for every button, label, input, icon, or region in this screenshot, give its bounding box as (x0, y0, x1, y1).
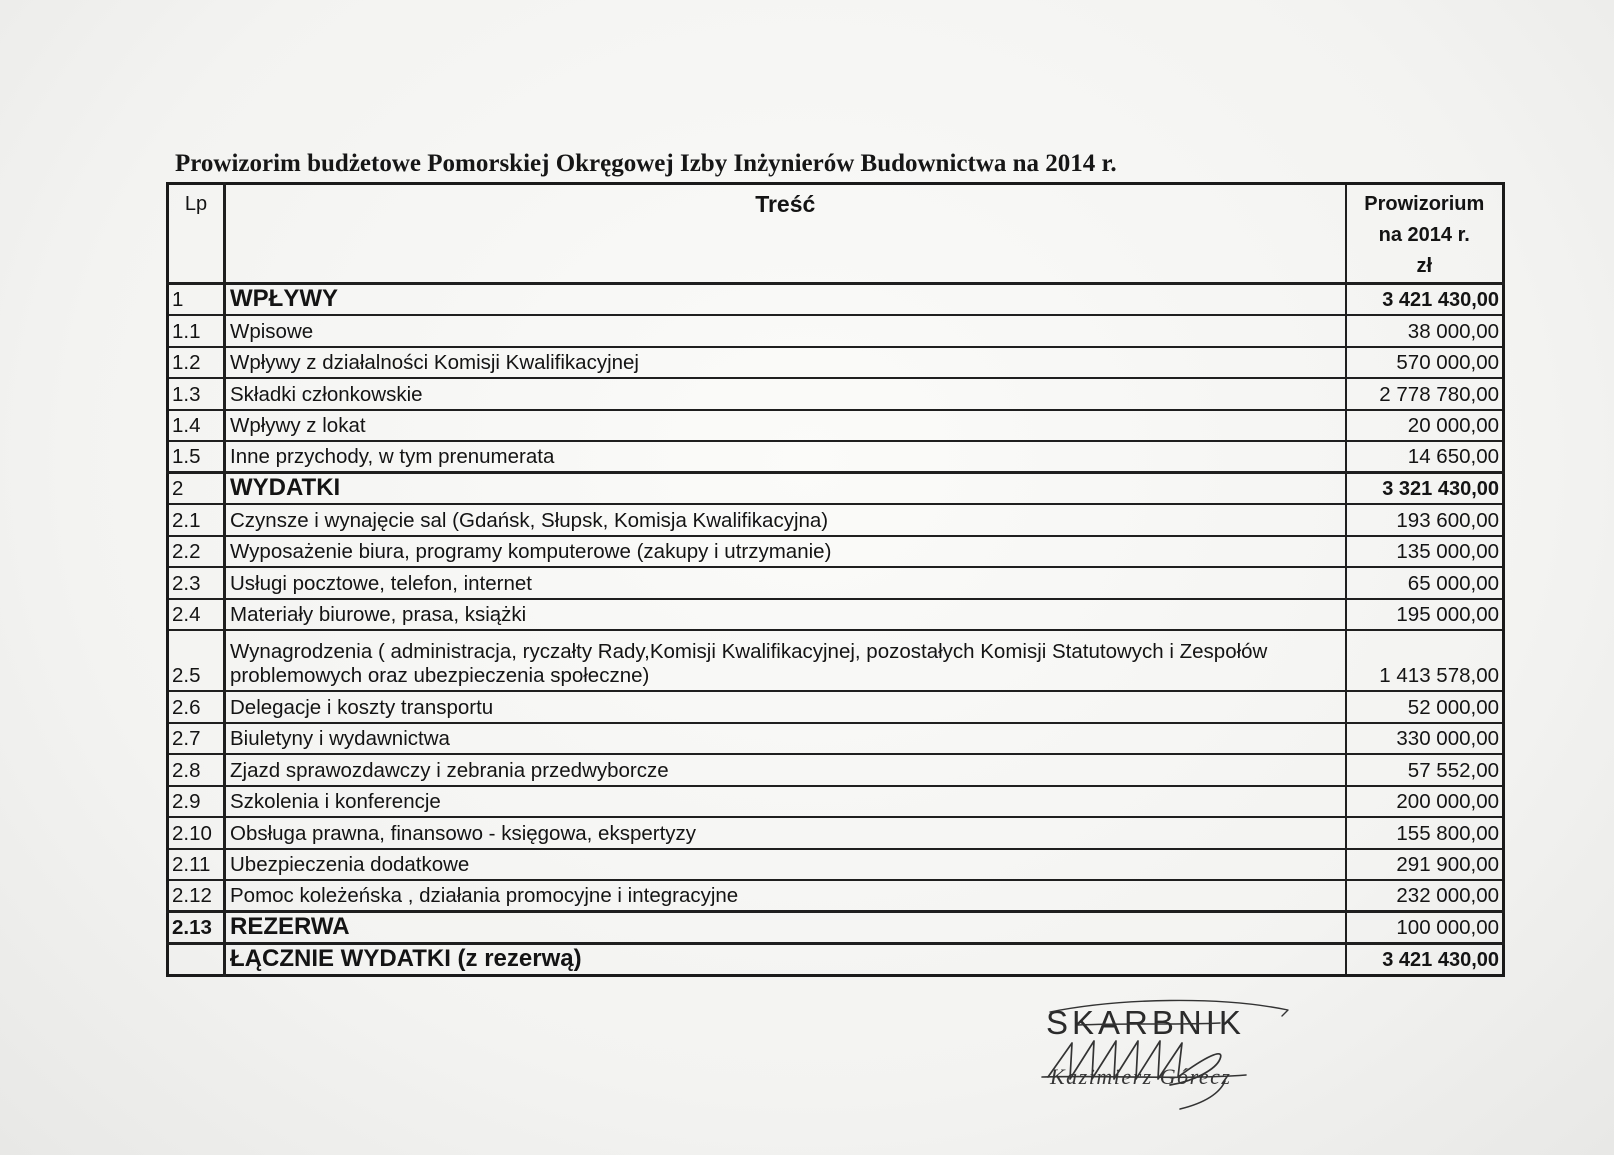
header-amount-line: na 2014 r. (1378, 224, 1470, 246)
row-label: Ubezpieczenia dodatkowe (225, 849, 1346, 881)
row-label: Biuletyny i wydawnictwa (225, 723, 1346, 755)
row-label: Szkolenia i konferencje (225, 786, 1346, 818)
signature-stroke (1180, 1081, 1225, 1109)
table-row (168, 504, 1504, 536)
row-amount: 291 900,00 (1346, 849, 1504, 881)
table-row (168, 347, 1504, 379)
row-amount: 14 650,00 (1346, 441, 1504, 473)
budget-table (166, 182, 1505, 977)
row-lp: 2.7 (168, 723, 225, 755)
document-title: Prowizorim budżetowe Pomorskiej Okręgowej Izby Inżynierów Budownictwa na 2014 r. (175, 150, 1117, 177)
header-content: Treść (225, 184, 1346, 284)
signature-stroke (1048, 1041, 1221, 1085)
header-lp: Lp (168, 184, 225, 284)
row-label: Materiały biurowe, prasa, książki (225, 599, 1346, 631)
table-row (168, 630, 1504, 691)
row-amount: 135 000,00 (1346, 536, 1504, 568)
table-row (168, 754, 1504, 786)
header-amount-line: zł (1416, 255, 1433, 277)
row-lp: 2.8 (168, 754, 225, 786)
table-row (168, 723, 1504, 755)
table-header-row (168, 184, 1504, 284)
row-label: Wpływy z działalności Komisji Kwalifikacyjnej (225, 347, 1346, 379)
row-amount: 3 321 430,00 (1346, 473, 1504, 505)
row-label: Zjazd sprawozdawczy i zebrania przedwyborcze (225, 754, 1346, 786)
row-label: ŁĄCZNIE WYDATKI (z rezerwą) (225, 944, 1346, 976)
row-lp: 1.4 (168, 410, 225, 442)
row-label: Składki członkowskie (225, 378, 1346, 410)
table-row (168, 912, 1504, 944)
signature-stroke (1050, 1000, 1288, 1016)
table-row (168, 880, 1504, 912)
row-label: REZERWA (225, 912, 1346, 944)
handwritten-signature (1020, 985, 1300, 1115)
row-lp: 1 (168, 284, 225, 316)
table-row (168, 849, 1504, 881)
table-row (168, 315, 1504, 347)
table-row (168, 410, 1504, 442)
row-lp: 2.1 (168, 504, 225, 536)
row-lp: 1.2 (168, 347, 225, 379)
row-lp: 1.1 (168, 315, 225, 347)
table-row (168, 817, 1504, 849)
row-lp: 2.13 (168, 912, 225, 944)
header-amount-line: Prowizorium (1364, 193, 1485, 215)
row-label: Inne przychody, w tym prenumerata (225, 441, 1346, 473)
row-label: Wpływy z lokat (225, 410, 1346, 442)
row-lp: 1.3 (168, 378, 225, 410)
row-lp (168, 944, 225, 976)
signature-stroke (1078, 1023, 1220, 1025)
row-amount: 193 600,00 (1346, 504, 1504, 536)
table-row (168, 599, 1504, 631)
row-label: WPŁYWY (225, 284, 1346, 316)
row-label: Wpisowe (225, 315, 1346, 347)
row-amount: 65 000,00 (1346, 567, 1504, 599)
stamp-title: SKARBNIK (1046, 1004, 1245, 1041)
row-amount: 57 552,00 (1346, 754, 1504, 786)
row-amount: 330 000,00 (1346, 723, 1504, 755)
table-row (168, 441, 1504, 473)
row-amount: 52 000,00 (1346, 691, 1504, 723)
row-label: Obsługa prawna, finansowo - księgowa, ekspertyzy (225, 817, 1346, 849)
row-lp: 2.6 (168, 691, 225, 723)
row-amount: 232 000,00 (1346, 880, 1504, 912)
row-amount: 20 000,00 (1346, 410, 1504, 442)
table-row (168, 567, 1504, 599)
row-lp: 2.4 (168, 599, 225, 631)
table-row (168, 786, 1504, 818)
row-lp: 2.11 (168, 849, 225, 881)
row-label: Wynagrodzenia ( administracja, ryczałty Rady,Komisji Kwalifikacyjnej, pozostałych Komisji Statutowych i Zespołów problemowych oraz ubezpieczenia społeczne) (225, 630, 1346, 691)
row-amount: 100 000,00 (1346, 912, 1504, 944)
row-amount: 3 421 430,00 (1346, 944, 1504, 976)
row-lp: 1.5 (168, 441, 225, 473)
row-amount: 1 413 578,00 (1346, 630, 1504, 691)
header-amount (1346, 184, 1504, 284)
row-amount: 570 000,00 (1346, 347, 1504, 379)
row-lp: 2.5 (168, 630, 225, 691)
row-lp: 2.10 (168, 817, 225, 849)
row-lp: 2.12 (168, 880, 225, 912)
row-label: Wyposażenie biura, programy komputerowe (zakupy i utrzymanie) (225, 536, 1346, 568)
table-row (168, 473, 1504, 505)
row-amount: 195 000,00 (1346, 599, 1504, 631)
row-amount: 155 800,00 (1346, 817, 1504, 849)
table-row (168, 284, 1504, 316)
row-lp: 2.3 (168, 567, 225, 599)
row-label: Usługi pocztowe, telefon, internet (225, 567, 1346, 599)
row-lp: 2.9 (168, 786, 225, 818)
row-lp: 2.2 (168, 536, 225, 568)
row-label: Delegacje i koszty transportu (225, 691, 1346, 723)
row-lp: 2 (168, 473, 225, 505)
table-row (168, 536, 1504, 568)
row-label: Pomoc koleżeńska , działania promocyjne i integracyjne (225, 880, 1346, 912)
stamp-name: Kazimierz Górecz (1050, 1064, 1232, 1089)
row-amount: 3 421 430,00 (1346, 284, 1504, 316)
table-total-row (168, 944, 1504, 976)
row-amount: 200 000,00 (1346, 786, 1504, 818)
table-row (168, 691, 1504, 723)
table-row (168, 378, 1504, 410)
row-label: WYDATKI (225, 473, 1346, 505)
row-amount: 38 000,00 (1346, 315, 1504, 347)
row-amount: 2 778 780,00 (1346, 378, 1504, 410)
row-label: Czynsze i wynajęcie sal (Gdańsk, Słupsk, Komisja Kwalifikacyjna) (225, 504, 1346, 536)
